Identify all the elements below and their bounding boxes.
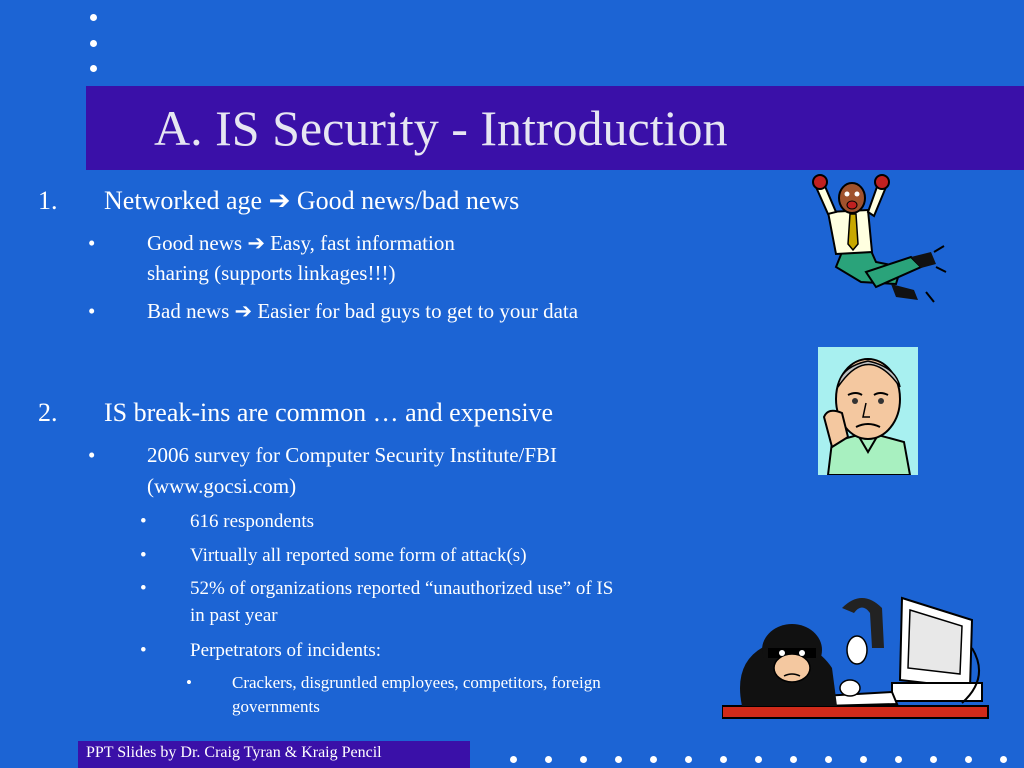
bullet-marker: • — [88, 443, 96, 467]
list-item: governments — [232, 697, 320, 716]
bullet-marker: • — [140, 640, 147, 661]
list-item: Networked age ➔ Good news/bad news — [104, 186, 520, 215]
list-item: Good news ➔ Easy, fast information — [147, 231, 455, 255]
list-item: (www.gocsi.com) — [147, 474, 297, 498]
list-item: Perpetrators of incidents: — [190, 640, 382, 661]
bullet-marker: • — [88, 231, 96, 255]
bullet-marker: • — [140, 545, 147, 566]
list-item: 2006 survey for Computer Security Institute/FBI — [147, 443, 558, 467]
list-item: in past year — [190, 605, 278, 626]
list-marker: 2. — [38, 398, 58, 427]
jumping-man-clipart — [806, 172, 951, 307]
footer-credit: PPT Slides by Dr. Craig Tyran & Kraig Pencil — [86, 744, 382, 761]
hacker-clipart — [722, 588, 990, 722]
list-marker: 1. — [38, 186, 58, 215]
slide-title: A. IS Security - Introduction — [154, 100, 728, 156]
list-item: IS break-ins are common … and expensive — [104, 398, 554, 427]
bullet-marker: • — [186, 673, 192, 692]
bullet-marker: • — [140, 511, 147, 532]
list-item: Bad news ➔ Easier for bad guys to get to your data — [147, 299, 579, 323]
list-item: 616 respondents — [190, 511, 315, 532]
bullet-marker: • — [140, 578, 147, 599]
list-item: sharing (supports linkages!!!) — [147, 261, 396, 285]
list-item: 52% of organizations reported “unauthorized use” of IS — [190, 578, 614, 599]
bullet-marker: • — [88, 299, 96, 323]
list-item: Crackers, disgruntled employees, competitors, foreign — [232, 673, 601, 692]
worried-man-clipart — [818, 347, 918, 475]
list-item: Virtually all reported some form of attack(s) — [190, 545, 527, 566]
